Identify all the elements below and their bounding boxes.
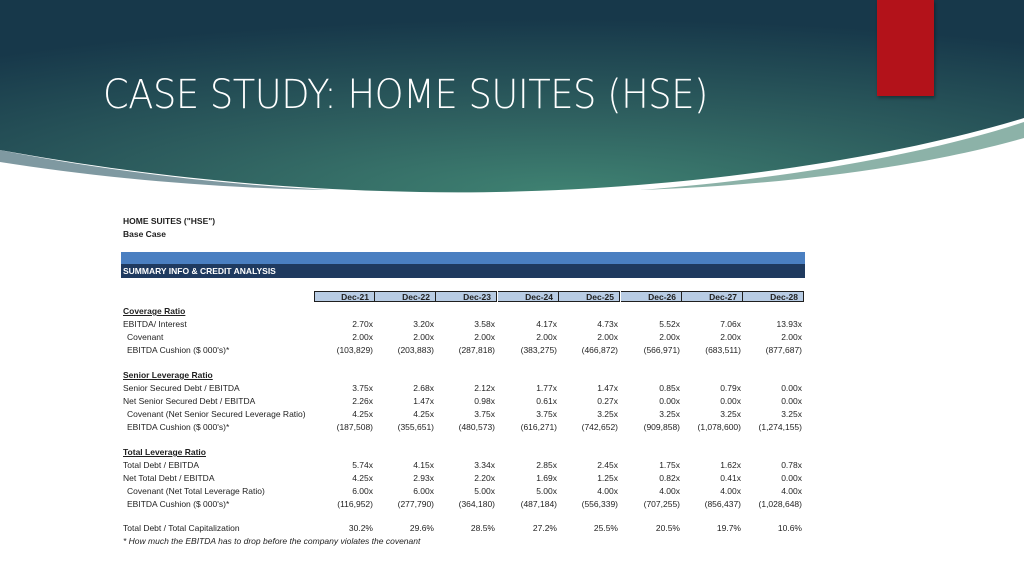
table-cell: 28.5% (470, 523, 495, 533)
table-cell: (1,078,600) (697, 422, 741, 432)
table-cell: 4.15x (413, 460, 434, 470)
table-cell: 0.61x (536, 396, 557, 406)
row-label: Covenant (Net Senior Secured Leverage Ratio) (127, 409, 306, 419)
section-header (121, 264, 805, 278)
column-header: Dec-21 (314, 291, 375, 302)
table-cell: 0.82x (659, 473, 680, 483)
table-cell: 2.12x (474, 383, 495, 393)
table-cell: 4.00x (720, 486, 741, 496)
table-cell: 0.00x (659, 396, 680, 406)
table-cell: 6.00x (352, 486, 373, 496)
table-cell: (116,952) (337, 499, 373, 509)
table-cell: (287,818) (458, 345, 495, 355)
table-cell: 2.00x (413, 332, 434, 342)
table-cell: 0.00x (781, 473, 802, 483)
column-header: Dec-26 (621, 291, 682, 302)
table-cell: 4.73x (597, 319, 618, 329)
table-cell: 5.00x (474, 486, 495, 496)
table-cell: 1.69x (536, 473, 557, 483)
table-cell: (355,651) (397, 422, 434, 432)
table-cell: 2.00x (781, 332, 802, 342)
column-header: Dec-22 (375, 291, 436, 302)
table-cell: 2.00x (474, 332, 495, 342)
row-label: EBITDA/ Interest (123, 319, 187, 329)
table-cell: 3.25x (597, 409, 618, 419)
row-label: Covenant (127, 332, 164, 342)
table-cell: (566,971) (643, 345, 680, 355)
table-cell: 10.6% (777, 523, 802, 533)
table-cell: 30.2% (348, 523, 373, 533)
section-title: SUMMARY INFO & CREDIT ANALYSIS (123, 266, 276, 276)
table-cell: 1.75x (659, 460, 680, 470)
scenario-label: Base Case (123, 229, 167, 239)
footnote: * How much the EBITDA has to drop before the company violates the covenant (123, 536, 421, 546)
row-label: EBITDA Cushion ($ 000's)* (127, 345, 230, 355)
table-cell: 0.00x (720, 396, 741, 406)
table-cell: (1,274,155) (758, 422, 802, 432)
group-heading: Total Leverage Ratio (123, 447, 206, 457)
table-cell: 0.00x (781, 396, 802, 406)
slide-title: CASE STUDY: HOME SUITES (HSE) (103, 72, 708, 118)
table-cell: (480,573) (458, 422, 495, 432)
table-cell: 19.7% (716, 523, 741, 533)
table-cell: 4.25x (352, 409, 373, 419)
table-cell: (203,883) (397, 345, 434, 355)
table-cell: (877,687) (765, 345, 802, 355)
table-cell: (466,872) (581, 345, 618, 355)
table-cell: 4.25x (413, 409, 434, 419)
table-cell: 1.77x (536, 383, 557, 393)
table-cell: 4.17x (536, 319, 557, 329)
table-cell: 1.47x (597, 383, 618, 393)
table-cell: 25.5% (593, 523, 618, 533)
table-cell: 20.5% (655, 523, 680, 533)
table-cell: (277,790) (397, 499, 434, 509)
table-cell: 4.00x (781, 486, 802, 496)
table-cell: 3.20x (413, 319, 434, 329)
table-cell: 4.00x (597, 486, 618, 496)
row-label: EBITDA Cushion ($ 000's)* (127, 499, 230, 509)
table-cell: 13.93x (776, 319, 802, 329)
table-cell: 7.06x (720, 319, 741, 329)
table-cell: 0.98x (474, 396, 495, 406)
table-cell: (1,028,648) (758, 499, 802, 509)
table-cell: 2.93x (413, 473, 434, 483)
table-cell: (616,271) (520, 422, 557, 432)
table-cell: 3.58x (474, 319, 495, 329)
column-header: Dec-27 (682, 291, 743, 302)
table-cell: 1.25x (597, 473, 618, 483)
table-cell: 5.74x (352, 460, 373, 470)
row-label: Total Debt / EBITDA (123, 460, 200, 470)
table-cell: 3.75x (536, 409, 557, 419)
table-cell: 2.00x (720, 332, 741, 342)
table-cell: (556,339) (581, 499, 618, 509)
column-header-row (314, 291, 805, 303)
column-header: Dec-24 (498, 291, 559, 302)
table-cell: 3.25x (781, 409, 802, 419)
table-cell: (487,184) (520, 499, 557, 509)
table-cell: 3.25x (720, 409, 741, 419)
column-header: Dec-28 (743, 291, 804, 302)
table-cell: 27.2% (532, 523, 557, 533)
table-cell: 2.26x (352, 396, 373, 406)
table-cell: 2.00x (659, 332, 680, 342)
table-cell: 2.00x (352, 332, 373, 342)
table-cell: (742,652) (581, 422, 618, 432)
column-header: Dec-25 (559, 291, 620, 302)
table-cell: 29.6% (409, 523, 434, 533)
table-cell: 5.52x (659, 319, 680, 329)
row-label: Total Debt / Total Capitalization (123, 523, 240, 533)
table-cell: (364,180) (458, 499, 495, 509)
table-cell: 1.47x (413, 396, 434, 406)
table-cell: 3.75x (352, 383, 373, 393)
table-cell: 0.85x (659, 383, 680, 393)
table-cell: (383,275) (520, 345, 557, 355)
table-cell: 5.00x (536, 486, 557, 496)
table-cell: 2.00x (536, 332, 557, 342)
table-cell: 6.00x (413, 486, 434, 496)
table-cell: (707,255) (643, 499, 680, 509)
table-cell: 0.00x (781, 383, 802, 393)
table-cell: (683,511) (705, 345, 741, 355)
table-cell: 0.27x (597, 396, 618, 406)
group-heading: Senior Leverage Ratio (123, 370, 213, 380)
row-label: Senior Secured Debt / EBITDA (123, 383, 240, 393)
table-cell: 3.75x (474, 409, 495, 419)
company-name: HOME SUITES ("HSE") (123, 216, 216, 226)
table-cell: 2.70x (352, 319, 373, 329)
table-cell: (187,508) (336, 422, 373, 432)
row-label: Net Total Debt / EBITDA (123, 473, 215, 483)
table-cell: 2.20x (474, 473, 495, 483)
table-cell: 3.25x (659, 409, 680, 419)
section-bar-accent (121, 252, 805, 264)
table-cell: 1.62x (720, 460, 741, 470)
table-cell: 0.41x (720, 473, 741, 483)
table-cell: 2.68x (413, 383, 434, 393)
table-cell: 0.79x (720, 383, 741, 393)
row-label: Covenant (Net Total Leverage Ratio) (127, 486, 265, 496)
group-heading: Coverage Ratio (123, 306, 186, 316)
table-cell: (909,858) (643, 422, 680, 432)
row-label: Net Senior Secured Debt / EBITDA (123, 396, 256, 406)
column-header: Dec-23 (436, 291, 497, 302)
table-cell: 4.00x (659, 486, 680, 496)
table-cell: 2.45x (597, 460, 618, 470)
table-cell: 4.25x (352, 473, 373, 483)
table-cell: 3.34x (474, 460, 495, 470)
table-cell: 2.85x (536, 460, 557, 470)
table-cell: (103,829) (336, 345, 373, 355)
table-cell: 0.78x (781, 460, 802, 470)
table-cell: (856,437) (704, 499, 741, 509)
table-cell: 2.00x (597, 332, 618, 342)
row-label: EBITDA Cushion ($ 000's)* (127, 422, 230, 432)
